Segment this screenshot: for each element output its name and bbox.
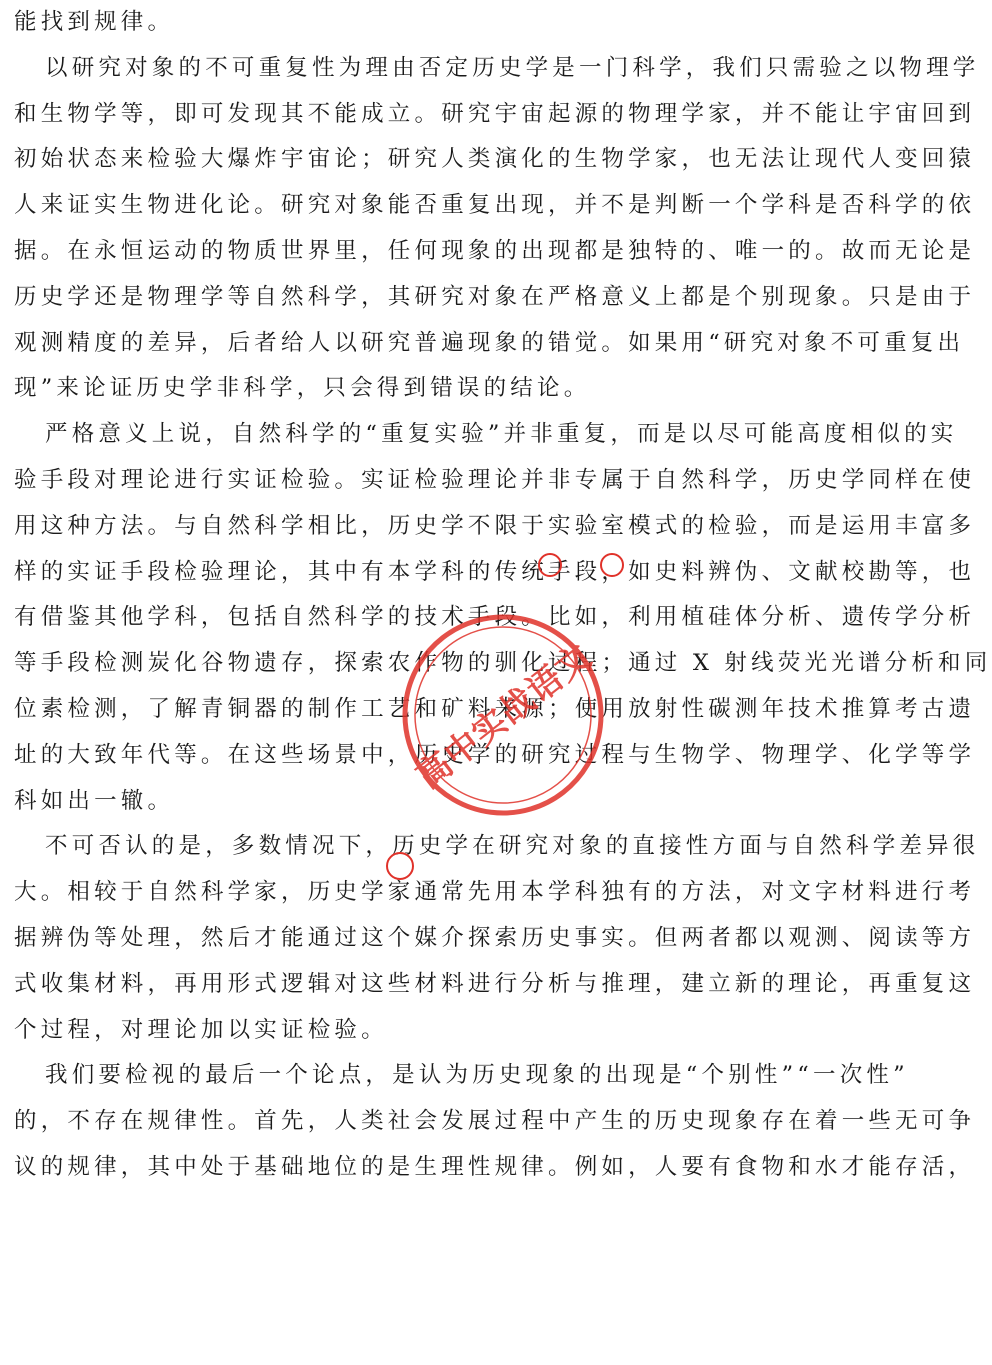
text-line: 验手段对理论进行实证检验。实证检验理论并非专属于自然科学，历史学同样在使 xyxy=(14,466,976,493)
text-line: 能找到规律。 xyxy=(14,9,175,35)
text-line: 等手段检测炭化谷物遗存，探索农作物的驯化过程；通过 X 射线荧光光谱分析和同 xyxy=(14,650,992,677)
text-line: 现”来论证历史学非科学，只会得到错误的结论。 xyxy=(14,375,591,402)
text-line: 和生物学等，即可发现其不能成立。研究宇宙起源的物理学家，并不能让宇宙回到 xyxy=(14,100,976,127)
text-line: 人来证实生物进化论。研究对象能否重复出现，并不是判断一个学科是否科学的依 xyxy=(14,192,976,219)
text-line: 有借鉴其他学科，包括自然科学的技术手段。比如，利用植硅体分析、遗传学分析 xyxy=(14,604,976,631)
text-line: 以研究对象的不可重复性为理由否定历史学是一门科学，我们只需验之以物理学 xyxy=(45,54,980,81)
text-line: 用这种方法。与自然科学相比，历史学不限于实验室模式的检验，而是运用丰富多 xyxy=(14,512,976,539)
paragraph xyxy=(14,824,980,1053)
text-line: 大。相较于自然科学家，历史学家通常先用本学科独有的方法，对文字材料进行考 xyxy=(14,879,976,906)
text-line: 的，不存在规律性。首先，人类社会发展过程中产生的历史现象存在着一些无可争 xyxy=(14,1108,976,1135)
text-line: 历史学还是物理学等自然科学，其研究对象在严格意义上都是个别现象。只是由于 xyxy=(14,283,976,310)
text-line: 观测精度的差异，后者给人以研究普遍现象的错觉。如果用“研究对象不可重复出 xyxy=(14,329,965,356)
text-line: 位素检测，了解青铜器的制作工艺和矿料来源；使用放射性碳测年技术推算考古遗 xyxy=(14,695,976,722)
text-line: 据。在永恒运动的物质世界里，任何现象的出现都是独特的、唯一的。故而无论是 xyxy=(14,237,976,264)
text-line: 样的实证手段检验理论，其中有本学科的传统手段，如史料辨伪、文献校勘等，也 xyxy=(14,558,976,585)
article-body xyxy=(14,0,992,1191)
text-line: 址的大致年代等。在这些场景中，历史学的研究过程与生物学、物理学、化学等学 xyxy=(14,741,976,768)
paragraph xyxy=(14,46,980,412)
svg-text:高中实战语文: 高中实战语文 xyxy=(409,636,600,797)
text-line: 式收集材料，再用形式逻辑对这些材料进行分析与推理，建立新的理论，再重复这 xyxy=(14,970,976,997)
paragraph-continuation xyxy=(14,0,976,46)
text-line: 个过程，对理论加以实证检验。 xyxy=(14,1016,388,1043)
text-line: 科如出一辙。 xyxy=(14,787,175,814)
paragraph xyxy=(14,412,992,824)
paragraph xyxy=(14,1053,976,1190)
text-line: 议的规律，其中处于基础地位的是生理性规律。例如，人要有食物和水才能存活， xyxy=(14,1153,976,1180)
text-line: 我们要检视的最后一个论点，是认为历史现象的出现是“个别性”“一次性” xyxy=(45,1062,909,1089)
text-line: 不可否认的是，多数情况下，历史学在研究对象的直接性方面与自然科学差异很 xyxy=(45,833,980,860)
text-line: 初始状态来检验大爆炸宇宙论；研究人类演化的生物学家，也无法让现代人变回猿 xyxy=(14,146,976,173)
text-line: 据辨伪等处理，然后才能通过这个媒介探索历史事实。但两者都以观测、阅读等方 xyxy=(14,924,976,951)
text-line: 严格意义上说，自然科学的“重复实验”并非重复，而是以尽可能高度相似的实 xyxy=(45,421,958,448)
